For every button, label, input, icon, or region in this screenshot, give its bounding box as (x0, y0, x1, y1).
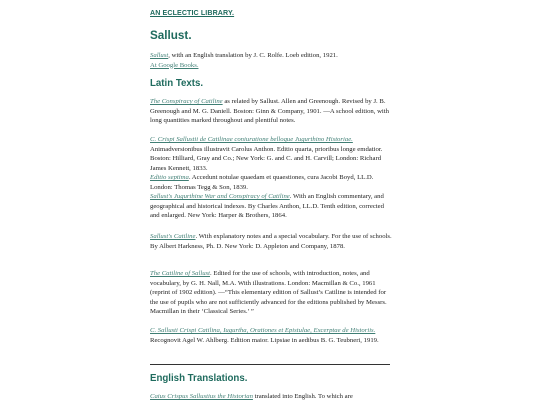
list-item (150, 135, 393, 221)
google-books-link[interactable]: At Google Books. (150, 61, 199, 69)
page-title: Sallust. (150, 29, 192, 42)
intro-paragraph (150, 51, 393, 70)
intro-text: , with an English translation by J. C. Rolfe. Loeb edition, 1921. (168, 52, 338, 59)
latin-texts-heading: Latin Texts. (150, 78, 204, 89)
entry-text: . With explanatory notes and a special vocabulary. For the use of schools. By Albert Harkness, Ph. D. New York: D. Appleton and Company, 1878. (150, 233, 392, 250)
section-divider (150, 364, 390, 365)
entry-text: . Accedunt notulae quaedam et quaestiones, cura Jacobi Boyd, LL.D. London: Thomas Tegg & Son, 1839. (150, 174, 374, 191)
list-item (150, 97, 393, 126)
list-item (150, 392, 393, 402)
anthon-historiae-link[interactable]: C. Crispi Sallustii de Catilinae coniuratione belloque Jugurthino Historiae. (150, 136, 353, 143)
entry-text: Recognovit Agel W. Ahlberg. Edition maior. Lipsiae in aedibus B. G. Teubneri, 1919. (150, 336, 379, 344)
sallust-loeb-link[interactable]: Sallust (150, 52, 169, 59)
entry-text: . Edited for the use of schools, with introduction, notes, and vocabulary, by G. H. Nall, M.A. With illustrations. London: Macmillan & Co., 1961 (reprint of 1902 edition). —“This elementary edition of Sallust’s Catiline is intended for the use of pupils who are not sufficiently advanced for the editions published by Messrs. Macmillan in their ‘Classical Series.’ ” (150, 270, 387, 315)
sallusts-catiline-link[interactable]: Sallust's Catiline (150, 233, 196, 240)
editio-septima-link[interactable]: Editio septima (150, 174, 189, 181)
list-item (150, 232, 393, 251)
teubner-edition-link[interactable]: C. Sallusti Crispi Catilina, Iugurtha, Orationes et Epistulae, Excerptae de Historiis. (150, 327, 376, 334)
caius-crispus-link[interactable]: Caius Crispus Sallustius the Historian (150, 393, 253, 400)
entry-text: . With an English commentary, and geographical and historical indexes. By Charles Anthon, LL.D. Tenth edition, corrected and enlarged. New York: Harper & Brothers, 1864. (150, 193, 384, 219)
entry-text: as related by Sallust. Allen and Greenough. Revised by J. B. Greenough and M. G. Daniell. Boston: Ginn & Company, 1901. —A school edition, with long quantities marked throughout and plentiful notes. (150, 98, 389, 124)
catiline-nall-link[interactable]: The Catiline of Sallust (150, 270, 211, 277)
english-translations-heading: English Translations. (150, 373, 248, 384)
entry-text: Animadversionibus illustravit Carolus Anthon. Editio quarta, prioribus longe emdatior. Boston: Hilliard, Gray and Co.; New York: G. and C. and H. Carvill; London: Richard James Kennett, 1833. (150, 145, 383, 172)
library-home-link[interactable]: AN ECLECTIC LIBRARY. (150, 9, 235, 17)
jugurthine-war-link[interactable]: Sallust's Jugurthine War and Conspiracy of Catiline (150, 193, 290, 200)
entry-text: translated into English. To which are (252, 393, 353, 400)
catiline-allen-link[interactable]: The Conspiracy of Catiline (150, 98, 223, 105)
list-item (150, 326, 393, 345)
list-item (150, 269, 393, 317)
